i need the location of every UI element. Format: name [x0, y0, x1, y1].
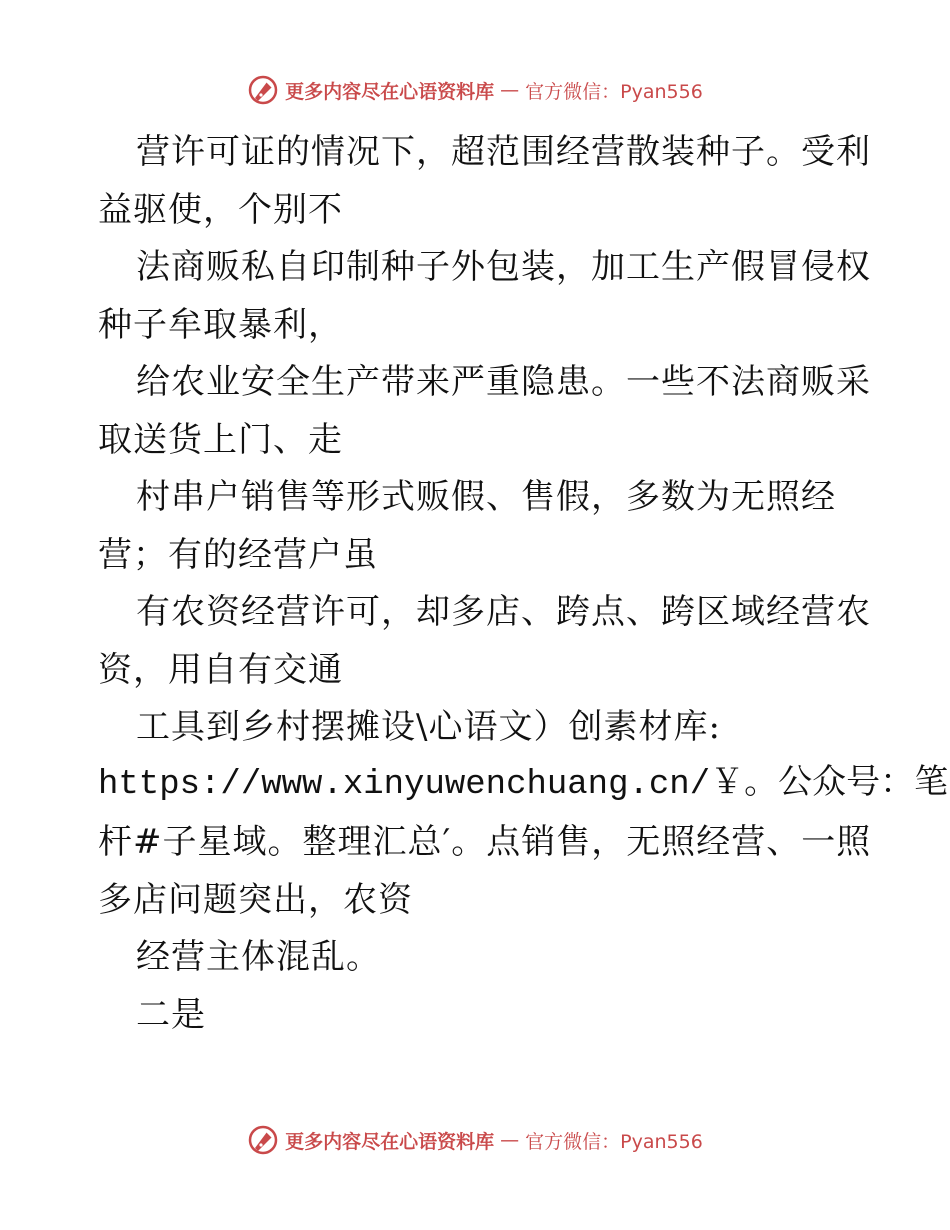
banner-content — [247, 74, 703, 106]
text-line: 经营主体混乱。 — [136, 937, 381, 977]
text-line: 营许可证的情况下，超范围经营散装种子。受利 — [136, 132, 871, 172]
text-line: 取送货上门、走 — [98, 419, 343, 460]
text-line: 工具到乡村摆摊设\心语文）创素材库: — [136, 707, 721, 747]
text-line: 有农资经营许可，却多店、跨点、跨区域经营农 — [136, 592, 871, 632]
text-line: 营；有的经营户虽 — [98, 534, 378, 575]
banner-dash: — — [500, 79, 520, 101]
banner-wechat-text: 官方微信：Pyan556 — [525, 1130, 703, 1153]
document-body — [98, 124, 949, 1044]
text-line: 多店问题突出，农资 — [98, 879, 413, 920]
banner-main-text: 更多内容尽在心语资料库 — [285, 80, 495, 103]
text-line: 村串户销售等形式贩假、售假，多数为无照经 — [136, 477, 836, 517]
text-line: 益驱使，个别不 — [98, 189, 343, 230]
text-line: 种子牟取暴利， — [98, 304, 343, 345]
text-line: 二是 — [136, 994, 206, 1035]
pen-nib-icon — [247, 74, 279, 106]
pen-nib-icon — [247, 1124, 279, 1156]
banner-wechat-text: 官方微信：Pyan556 — [525, 80, 703, 103]
banner-main-text: 更多内容尽在心语资料库 — [285, 1130, 495, 1153]
text-line: 法商贩私自印制种子外包装，加工生产假冒侵权 — [136, 247, 871, 287]
header-banner — [0, 70, 950, 110]
text-line: 资，用自有交通 — [98, 649, 343, 690]
banner-dash: — — [500, 1129, 520, 1151]
text-line: 杆#子星域。整理汇总′。点销售，无照经营、一照 — [98, 822, 872, 862]
text-line: 给农业安全生产带来严重隐患。一些不法商贩采 — [136, 362, 871, 402]
banner-content — [247, 1124, 703, 1156]
url-text-line: https://www.xinyuwenchuang.cn/￥。公众号：笔 — [98, 765, 949, 804]
footer-banner — [0, 1120, 950, 1160]
